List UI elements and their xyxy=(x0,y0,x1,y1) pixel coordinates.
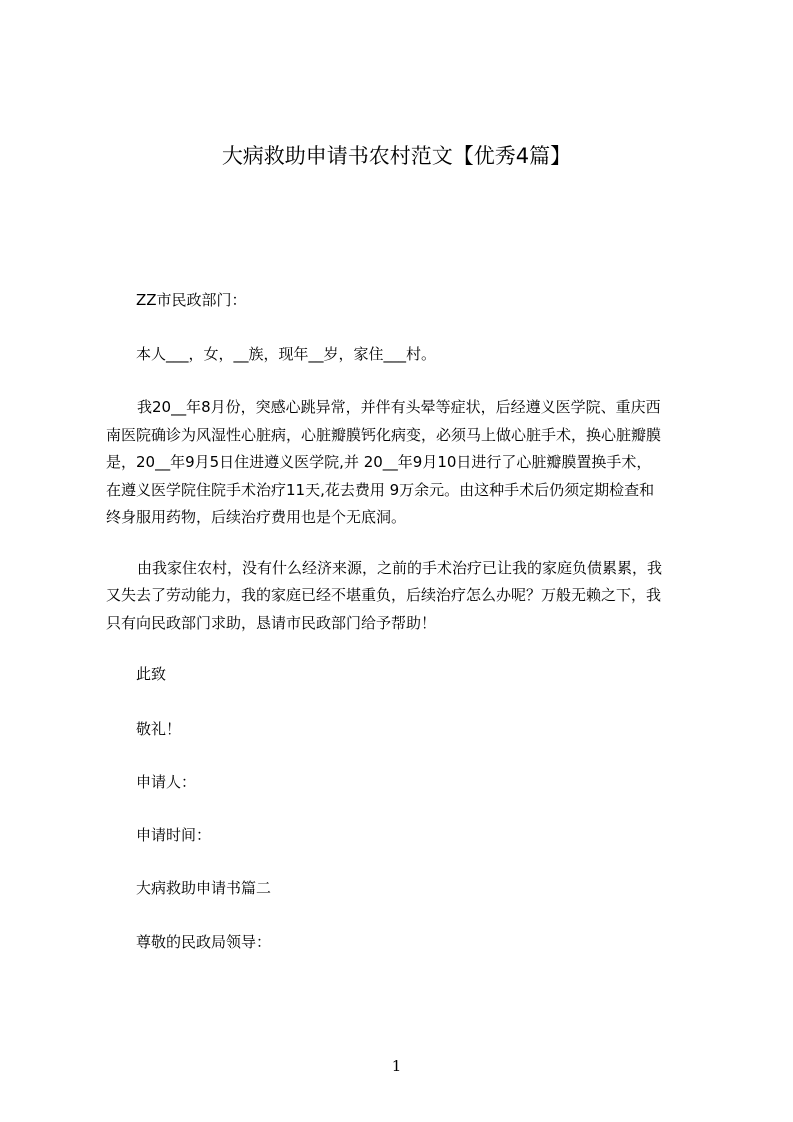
paragraph-2-line-3: 只有向民政部门求助，恳请市民政部门给予帮助！ xyxy=(106,614,437,632)
document-title: 大病救助申请书农村范文【优秀4篇】 xyxy=(221,144,572,168)
paragraph-1-line-1: 我20__年8月份，突感心跳异常，并伴有头晕等症状，后经遵义医学院、重庆西 xyxy=(137,398,661,416)
paragraph-2-line-2: 又失去了劳动能力，我的家庭已经不堪重负，后续治疗怎么办呢？万般无赖之下，我 xyxy=(106,586,662,604)
closing-jing-li: 敬礼！ xyxy=(136,720,182,738)
applicant-label: 申请人： xyxy=(136,773,197,791)
paragraph-1-line-4: 在遵义医学院住院手术治疗11天,花去费用 9万余元。由这种手术后仍须定期检查和 xyxy=(106,481,655,499)
apply-time-label: 申请时间： xyxy=(136,826,212,844)
paragraph-1-line-5: 终身服用药物，后续治疗费用也是个无底洞。 xyxy=(106,508,407,526)
paragraph-1-line-2: 南医院确诊为风湿性心脏病，心脏瓣膜钙化病变，必须马上做心脏手术，换心脏瓣膜 xyxy=(106,426,662,444)
paragraph-1-line-3: 是，20__年9月5日住进遵义医学院,并 20__年9月10日进行了心脏瓣膜置换手术， xyxy=(106,453,652,471)
section-2-heading: 大病救助申请书篇二 xyxy=(136,879,272,897)
intro-line: 本人___，女，__族，现年__岁，家住___村。 xyxy=(136,345,437,363)
closing-ci-zhi: 此致 xyxy=(136,665,167,683)
section-2-salutation: 尊敬的民政局领导： xyxy=(136,933,272,951)
paragraph-2-line-1: 由我家住农村，没有什么经济来源，之前的手术治疗已让我的家庭负债累累，我 xyxy=(137,559,663,577)
page-number: 1 xyxy=(391,1057,402,1075)
salutation: ZZ市民政部门： xyxy=(136,291,247,309)
